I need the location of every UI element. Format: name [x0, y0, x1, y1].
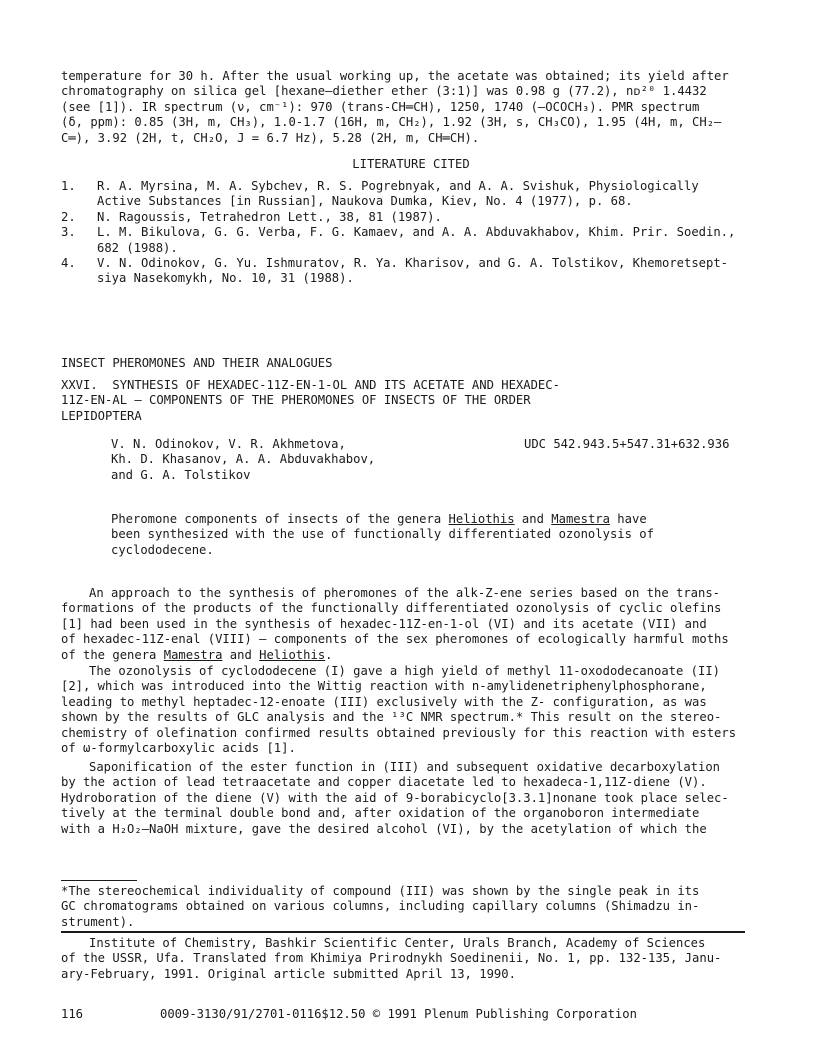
series-title: INSECT PHEROMONES AND THEIR ANALOGUES	[61, 356, 333, 370]
body-paragraph-3	[61, 760, 761, 837]
text-line: by the action of lead tetraacetate and copper diacetate led to hexadeca-1,11Z-diene (V).	[61, 775, 707, 790]
abstract-line: Pheromone components of insects of the genera Heliothis and Mamestra have	[111, 512, 647, 526]
article-title	[61, 378, 761, 424]
literature-heading: LITERATURE CITED	[352, 157, 470, 171]
author-line: V. N. Odinokov, V. R. Akhmetova,	[111, 437, 346, 451]
copyright-line: 0009-3130/91/2701-0116$12.50 © 1991 Plenum Publishing Corporation	[160, 1007, 637, 1021]
author-list	[111, 437, 471, 483]
reference-number: 1.	[61, 179, 76, 193]
text-line: [2], which was introduced into the Wittig reaction with n-amylidenetriphenylphosphorane,	[61, 679, 707, 694]
author-line: Kh. D. Khasanov, A. A. Abduvakhabov,	[111, 452, 376, 467]
reference-number: 3.	[61, 225, 76, 240]
genus-name: Mamestra	[551, 512, 610, 526]
text-line: temperature for 30 h. After the usual working up, the acetate was obtained; its yield after	[61, 69, 729, 83]
text-line: formations of the products of the functionally differentiated ozonolysis of cyclic olefins	[61, 601, 722, 616]
affiliation-line: Institute of Chemistry, Bashkir Scientific Center, Urals Branch, Academy of Sciences	[89, 936, 706, 950]
text-line: tively at the terminal double bond and, after oxidation of the organoboron intermediate	[61, 806, 700, 821]
reference-item	[61, 179, 761, 210]
udc-code: UDC 542.943.5+547.31+632.936	[524, 437, 730, 451]
reference-text: siya Nasekomykh, No. 10, 31 (1988).	[97, 271, 354, 286]
reference-item	[61, 210, 761, 225]
reference-text: Active Substances [in Russian], Naukova Dumka, Kiev, No. 4 (1977), p. 68.	[97, 194, 633, 209]
text-line: chemistry of olefination confirmed results obtained previously for this reaction with esters	[61, 725, 737, 740]
genus-name: Mamestra	[163, 647, 223, 662]
title-line: XXVI. SYNTHESIS OF HEXADEC-11Z-EN-1-OL AND ITS ACETATE AND HEXADEC-	[61, 378, 560, 392]
title-line: 11Z-EN-AL — COMPONENTS OF THE PHEROMONES OF INSECTS OF THE ORDER	[61, 393, 531, 408]
reference-list	[61, 179, 761, 287]
text-line: shown by the results of GLC analysis and the ¹³C NMR spectrum.* This result on the stereo-	[61, 710, 722, 725]
reference-text: L. M. Bikulova, G. G. Verba, F. G. Kamaev, and A. A. Abduvakhabov, Khim. Prir. Soedin.,	[97, 225, 736, 240]
abstract-line: been synthesized with the use of functionally differentiated ozonolysis of	[111, 527, 654, 542]
author-line: and G. A. Tolstikov	[111, 467, 251, 482]
text-line: of the genera Mamestra and Heliothis.	[61, 647, 333, 662]
body-paragraph-1	[61, 586, 761, 663]
page-number: 116	[61, 1007, 84, 1021]
text-line: Saponification of the ester function in (III) and subsequent oxidative decarboxylation	[89, 760, 721, 774]
footnote-divider	[61, 880, 137, 881]
body-paragraph-2	[61, 664, 761, 756]
footnote-line: *The stereochemical individuality of compound (III) was shown by the single peak in its	[61, 884, 700, 898]
text-line: An approach to the synthesis of pheromones of the alk-Z-ene series based on the trans-	[89, 586, 721, 600]
title-line: LEPIDOPTERA	[61, 408, 142, 423]
footnote-line: strument).	[61, 914, 135, 929]
affiliation-line: ary-February, 1991. Original article submitted April 13, 1990.	[61, 966, 516, 981]
text-line: Hydroboration of the diene (V) with the aid of 9-borabicyclo[3.3.1]nonane took place selec-	[61, 790, 729, 805]
text-line: leading to methyl heptadec-12-enoate (III) exclusively with the Z- configuration, as was	[61, 694, 707, 709]
reference-item	[61, 225, 761, 256]
text-line: (δ, ppm): 0.85 (3H, m, CH₃), 1.0-1.7 (16H, m, CH₂), 1.92 (3H, s, CH₃CO), 1.95 (4H, m, CH₂—	[61, 115, 722, 130]
text-line: with a H₂O₂—NaOH mixture, gave the desired alcohol (VI), by the acetylation of which the	[61, 821, 707, 836]
reference-number: 2.	[61, 209, 76, 224]
genus-name: Heliothis	[259, 647, 326, 662]
text-line: chromatography on silica gel [hexane—diether ether (3:1)] was 0.98 g (77.2), nᴅ²⁰ 1.4432	[61, 84, 707, 99]
continuation-paragraph	[61, 69, 761, 146]
text-line: of ω-formylcarboxylic acids [1].	[61, 741, 296, 756]
reference-number: 4.	[61, 256, 76, 271]
text-line: [1] had been used in the synthesis of hexadec-11Z-en-1-ol (VI) and its acetate (VII) and	[61, 616, 707, 631]
abstract	[111, 512, 711, 558]
text-line: The ozonolysis of cyclododecene (I) gave a high yield of methyl 11-oxododecanoate (II)	[89, 664, 721, 678]
affiliation-divider	[61, 931, 745, 933]
reference-text: V. N. Odinokov, G. Yu. Ishmuratov, R. Ya. Kharisov, and G. A. Tolstikov, Khemoretsept-	[97, 256, 729, 271]
text-line: of hexadec-11Z-enal (VIII) — components of the sex pheromones of ecologically harmful moths	[61, 632, 729, 647]
reference-text: N. Ragoussis, Tetrahedron Lett., 38, 81 (1987).	[97, 209, 442, 224]
footnote-line: GC chromatograms obtained on various columns, including capillary columns (Shimadzu in-	[61, 899, 700, 914]
text-line: C═), 3.92 (2H, t, CH₂O, J = 6.7 Hz), 5.28 (2H, m, CH═CH).	[61, 130, 480, 145]
reference-text: R. A. Myrsina, M. A. Sybchev, R. S. Pogrebnyak, and A. A. Svishuk, Physiologically	[97, 179, 699, 193]
reference-text: 682 (1988).	[97, 240, 178, 255]
affiliation-line: of the USSR, Ufa. Translated from Khimiya Prirodnykh Soedinenii, No. 1, pp. 132-135, Janu-	[61, 951, 722, 966]
text-line: (see [1]). IR spectrum (ν, cm⁻¹): 970 (trans-CH═CH), 1250, 1740 (—OCOCH₃). PMR spectrum	[61, 99, 700, 114]
reference-item	[61, 256, 761, 287]
affiliation	[61, 936, 761, 982]
genus-name: Heliothis	[448, 512, 515, 526]
abstract-line: cyclododecene.	[111, 542, 214, 557]
footnote	[61, 884, 761, 930]
